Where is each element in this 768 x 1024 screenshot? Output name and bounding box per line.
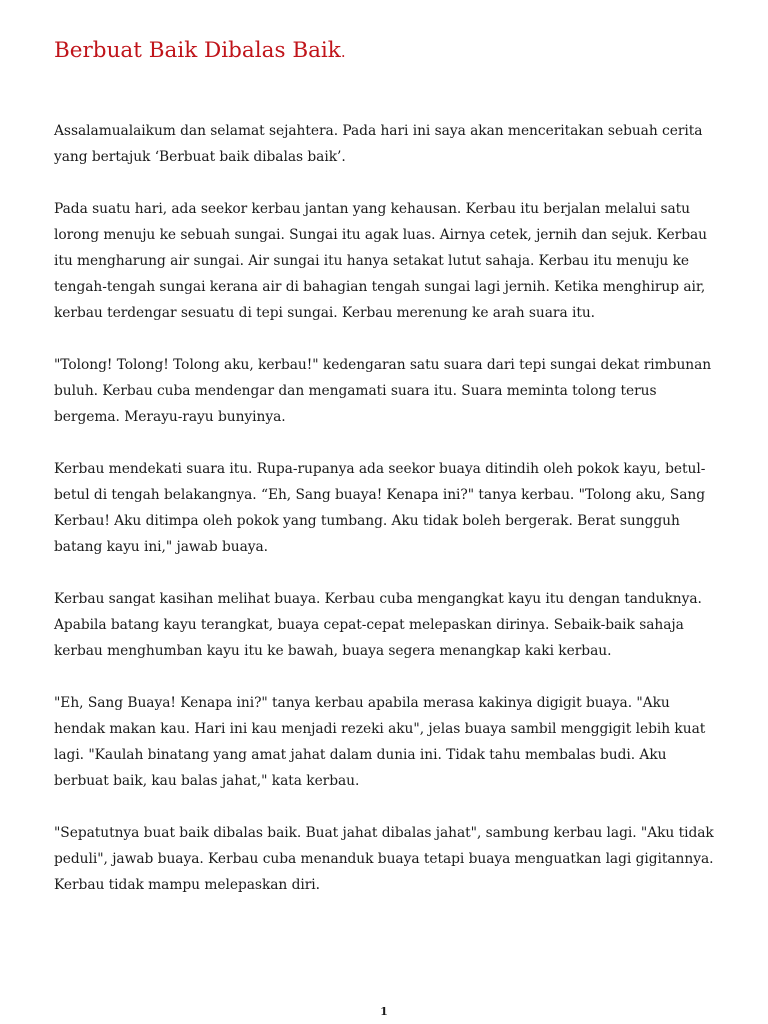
title-text: Berbuat Baik Dibalas Baik — [54, 38, 341, 63]
paragraph-1: Assalamualaikum dan selamat sejahtera. Pada hari ini saya akan menceritakan sebuah cerita yang bertajuk ‘Berbuat baik dibalas baik’. — [54, 123, 703, 165]
page-number: 1 — [380, 1005, 388, 1018]
paragraph-6: "Eh, Sang Buaya! Kenapa ini?" tanya kerbau apabila merasa kakinya digigit buaya. "Aku hendak makan kau. Hari ini kau menjadi rezeki aku", jelas buaya sambil menggigit lebih kuat lagi. "Kaulah binatang yang amat jahat dalam dunia ini. Tidak tahu membalas budi. Aku berbuat baik, kau balas jahat," kata kerbau. — [54, 695, 706, 789]
paragraph-5: Kerbau sangat kasihan melihat buaya. Kerbau cuba mengangkat kayu itu dengan tanduknya. Apabila batang kayu terangkat, buaya cepat-cepat melepaskan dirinya. Sebaik-baik sahaja kerbau menghumban kayu itu ke bawah, buaya segera menangkap kaki kerbau. — [54, 591, 702, 659]
paragraph-4: Kerbau mendekati suara itu. Rupa-rupanya ada seekor buaya ditindih oleh pokok kayu, betul-betul di tengah belakangnya. “Eh, Sang buaya! Kenapa ini?" tanya kerbau. "Tolong aku, Sang Kerbau! Aku ditimpa oleh pokok yang tumbang. Aku tidak boleh bergerak. Berat sungguh batang kayu ini," jawab buaya. — [54, 461, 706, 555]
paragraph-3: "Tolong! Tolong! Tolong aku, kerbau!" kedengaran satu suara dari tepi sungai dekat rimbunan buluh. Kerbau cuba mendengar dan mengamati suara itu. Suara meminta tolong terus bergema. Merayu-rayu bunyinya. — [54, 357, 712, 425]
paragraph-7: "Sepatutnya buat baik dibalas baik. Buat jahat dibalas jahat", sambung kerbau lagi. "Aku tidak peduli", jawab buaya. Kerbau cuba menanduk buaya tetapi buaya menguatkan lagi gigitannya. Kerbau tidak mampu melepaskan diri. — [54, 825, 714, 893]
document-title — [54, 36, 346, 67]
paragraph-2: Pada suatu hari, ada seekor kerbau jantan yang kehausan. Kerbau itu berjalan melalui satu lorong menuju ke sebuah sungai. Sungai itu agak luas. Airnya cetek, jernih dan sejuk. Kerbau itu mengharung air sungai. Air sungai itu hanya setakat lutut sahaja. Kerbau itu menuju ke tengah-tengah sungai kerana air di bahagian tengah sungai lagi jernih. Ketika menghirup air, kerbau terdengar sesuatu di tepi sungai. Kerbau merenung ke arah suara itu. — [54, 201, 707, 321]
title-period: . — [340, 43, 346, 61]
document-body — [54, 118, 724, 924]
